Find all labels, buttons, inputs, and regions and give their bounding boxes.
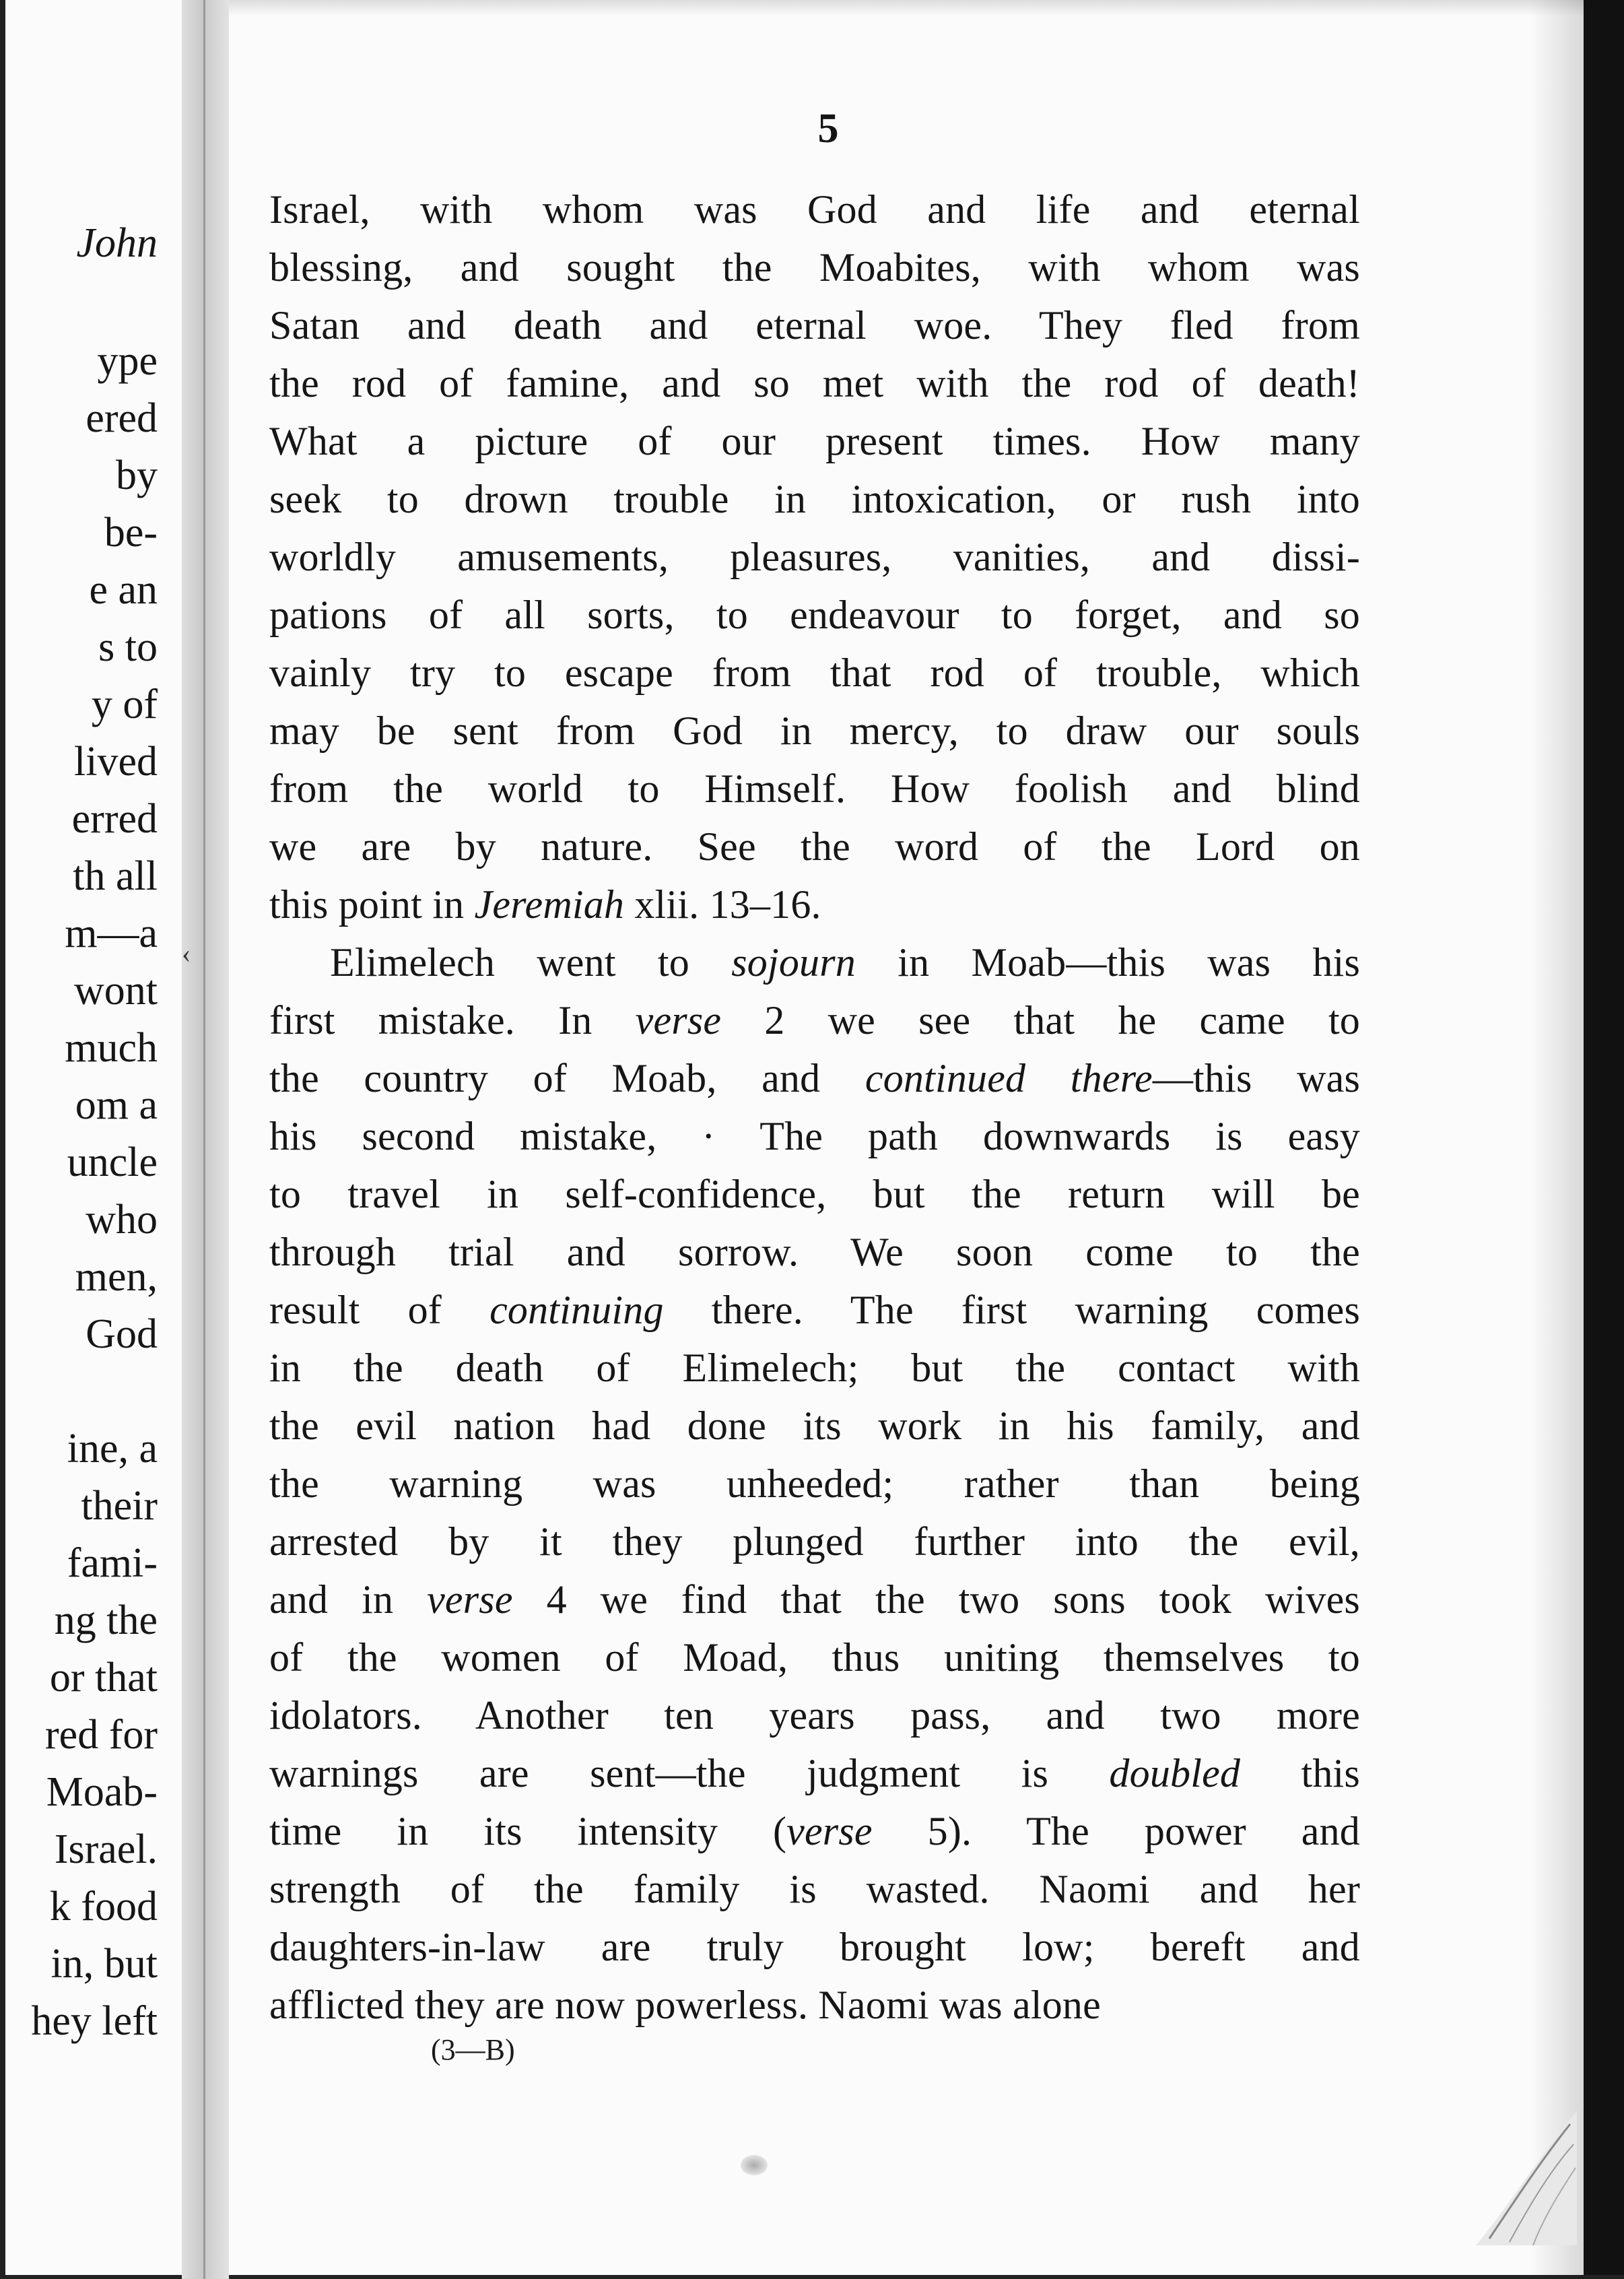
text-segment: we are by nature. See the word of the Lord on [269,824,1360,869]
text-segment: his second mistake, · The path downwards is easy [269,1114,1360,1158]
left-page-line: y of [91,682,158,727]
text-line [269,818,1360,876]
text-segment: idolators. Another ten years pass, and two more [269,1693,1360,1738]
left-page-line: in, but [50,1941,158,1987]
text-line [269,644,1360,702]
text-line [269,1339,1360,1397]
text-line [269,1107,1360,1165]
text-segment: result of [269,1288,490,1332]
text-segment: Elimelech went to [330,940,732,985]
left-page-line: m—a [65,911,158,956]
left-page-line: lived [74,739,158,785]
left-page-line: k food [49,1884,158,1929]
gutter-fold-line [203,0,205,2279]
italic-text: sojourn [731,940,856,985]
text-segment: the evil nation had done its work in his family, and [269,1403,1360,1448]
text-line [269,528,1360,586]
text-line [269,1976,1360,2034]
left-page-line: fami- [67,1540,158,1586]
left-page-line: by [116,453,158,498]
text-segment: the warning was unheeded; rather than being [269,1461,1360,1506]
text-line [269,1455,1360,1513]
text-segment: seek to drown trouble in intoxication, or rush into [269,477,1360,521]
text-line [269,1571,1360,1628]
left-page-line: ine, a [67,1426,158,1472]
left-page-line: God [86,1311,158,1357]
text-segment: afflicted they are now powerless. Naomi was alone [269,1983,1101,2027]
left-page-line: or that [49,1655,158,1700]
text-segment: in the death of Elimelech; but the contact with [269,1346,1360,1390]
text-line [269,1049,1360,1107]
text-segment: in Moab—this was his [856,940,1360,985]
text-segment: this [1240,1751,1360,1795]
text-segment: the rod of famine, and so met with the rod of death! [269,361,1360,405]
left-page-line: be- [104,510,158,556]
italic-text: verse [786,1809,873,1853]
text-segment: —this was [1152,1056,1360,1100]
left-page-line: uncle [67,1140,158,1185]
text-line [269,1918,1360,1976]
text-line [269,1860,1360,1918]
text-line [269,933,1360,991]
text-segment: from the world to Himself. How foolish and blind [269,766,1360,811]
text-line [269,296,1360,354]
text-line [269,1744,1360,1802]
text-line [269,238,1360,296]
text-segment: warnings are sent—the judgment is [269,1751,1110,1795]
text-line [269,180,1360,238]
left-page-line: men, [75,1254,158,1300]
text-line [269,991,1360,1049]
page-edge-shadow [1530,0,1584,2279]
text-segment: and in [269,1577,428,1622]
text-line [269,1513,1360,1571]
text-segment: blessing, and sought the Moabites, with whom was [269,245,1360,290]
text-segment: the country of Moab, and [269,1056,865,1100]
left-page-line: wont [74,968,158,1014]
italic-text: verse [635,998,722,1043]
text-segment: Satan and death and eternal woe. They fled from [269,303,1360,348]
text-segment: 5). The power and [872,1809,1360,1853]
left-page-line: e an [89,567,158,613]
left-page-fragment [0,0,168,2279]
text-segment: daughters-in-law are truly brought low; bereft and [269,1925,1360,1969]
text-line [269,1802,1360,1860]
body-text [269,180,1360,2034]
text-segment: worldly amusements, pleasures, vanities, and dissi- [269,535,1360,579]
text-line [269,702,1360,760]
left-page-line: om a [75,1082,158,1128]
text-segment: to travel in self-confidence, but the return will be [269,1172,1360,1216]
text-line [269,1628,1360,1686]
left-page-line: much [65,1025,158,1071]
italic-text: continued there [865,1056,1153,1100]
left-page-line: Israel. [54,1826,158,1872]
left-page-line: Moab- [46,1769,158,1815]
text-line [269,354,1360,412]
text-segment: may be sent from God in mercy, to draw our souls [269,708,1360,753]
text-line [269,1397,1360,1455]
italic-text: doubled [1109,1751,1241,1795]
text-segment: xlii. 13–16. [624,882,821,927]
left-page-line: ered [86,395,158,441]
text-line [269,1223,1360,1281]
left-page-line: ng the [54,1597,158,1643]
left-page-line: erred [71,796,158,842]
text-segment: pations of all sorts, to endeavour to forget, and so [269,593,1360,637]
left-page-line: red for [45,1712,158,1758]
text-line [269,876,1360,933]
text-line [269,470,1360,528]
text-segment: 2 we see that he came to [721,998,1361,1043]
italic-text: verse [427,1577,513,1622]
text-line [269,1686,1360,1744]
text-line [269,412,1360,470]
text-segment: arrested by it they plunged further into the evil, [269,1519,1360,1564]
text-line [269,1281,1360,1339]
text-line [269,1165,1360,1223]
right-scan-border [1584,0,1624,2279]
page-corner-curl [1469,2104,1577,2252]
text-line [269,586,1360,644]
text-segment: of the women of Moad, thus uniting themselves to [269,1635,1360,1680]
ink-smudge [741,2155,768,2175]
left-page-line: ype [97,338,158,384]
text-segment: 4 we find that the two sons took wives [512,1577,1360,1622]
text-segment: strength of the family is wasted. Naomi and her [269,1867,1360,1911]
signature-mark: (3—B) [431,2033,515,2066]
left-page-line: th all [73,853,158,899]
page-top-shadow [229,0,1584,16]
text-segment: this point in [269,882,475,927]
left-page-line: John [76,220,158,266]
text-segment: vainly try to escape from that rod of trouble, which [269,651,1360,695]
text-segment: Israel, with whom was God and life and eternal [269,187,1360,232]
left-page-line: hey left [31,1998,158,2044]
text-segment: What a picture of our present times. How many [269,419,1360,463]
text-segment: first mistake. In [269,998,636,1043]
text-line [269,760,1360,818]
bottom-scan-border [0,2275,1624,2279]
page-number: 5 [817,106,839,152]
italic-text: Jeremiah [474,882,625,927]
italic-text: continuing [489,1288,664,1332]
left-page-line: their [81,1483,158,1529]
left-page-line: who [86,1197,158,1243]
text-segment: there. The first warning comes [663,1288,1360,1332]
text-segment: through trial and sorrow. We soon come to the [269,1230,1360,1274]
book-gutter [182,0,229,2279]
text-segment: time in its intensity ( [269,1809,787,1853]
pencil-mark: ‹ [182,938,191,968]
left-page-line: s to [98,624,158,670]
